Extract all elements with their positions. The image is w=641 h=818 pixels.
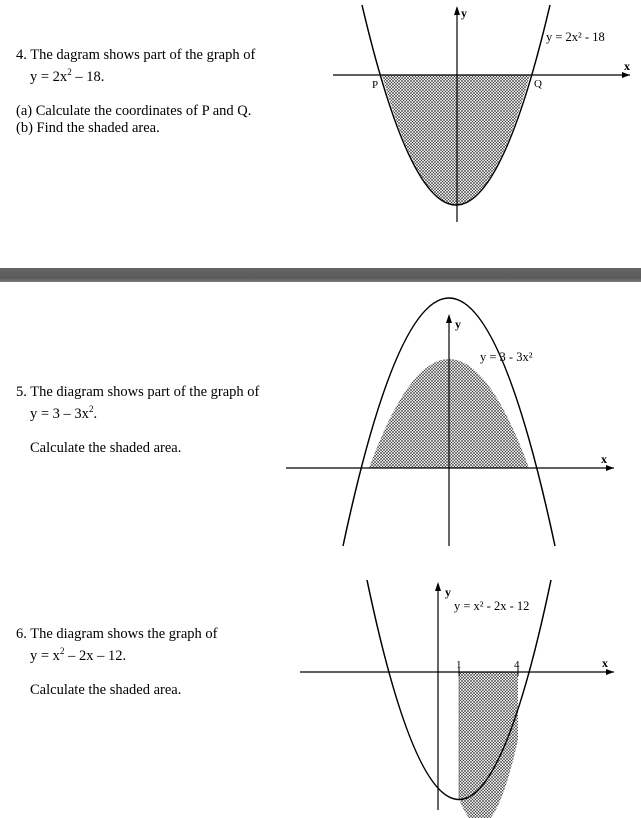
question-5-graph — [286, 298, 614, 546]
q4-y-axis-label: y — [461, 6, 467, 20]
q4-curve-label: y = 2x² - 18 — [546, 30, 605, 44]
question-4-intro: 4. The dagram shows part of the graph of — [16, 47, 256, 63]
question-5-instruction: Calculate the shaded area. — [30, 439, 182, 456]
q6-y-axis-label: y — [445, 585, 451, 599]
page-divider — [0, 268, 641, 282]
q5-x-axis-arrow — [606, 465, 614, 471]
question-6-equation: $y = x^2 - 2x - 12$. — [30, 646, 127, 664]
q6-y-axis-arrow — [435, 582, 441, 591]
question-4-block — [0, 0, 641, 268]
question-5-equation: $y = 3 - 3x^2$. — [30, 404, 98, 422]
questions-5-6-block — [0, 282, 641, 818]
q5-y-axis-arrow — [446, 314, 452, 323]
q6-x-axis-label: x — [602, 656, 608, 670]
q6-shaded-region — [459, 672, 518, 818]
question-5-intro: 5. The diagram shows part of the graph of — [16, 384, 260, 400]
questions-5-6-graphs — [0, 282, 641, 818]
q5-curve-label: y = 3 - 3x² — [480, 350, 533, 364]
q4-x-axis-label: x — [624, 59, 630, 73]
q4-y-axis-arrow — [454, 6, 460, 15]
q6-tick-1-label: 1 — [456, 659, 462, 671]
q6-tick-4-label: 4 — [514, 659, 520, 671]
question-4-part-b: (b) Find the shaded area. — [16, 119, 160, 136]
question-6-graph — [300, 580, 614, 818]
q4-point-p-label: P — [372, 79, 379, 91]
question-4-graph — [0, 0, 641, 268]
q5-y-axis-label: y — [455, 317, 461, 331]
q4-shaded-region — [382, 75, 530, 206]
q6-curve-label: y = x² - 2x - 12 — [454, 599, 530, 613]
question-4-part-a: (a) Calculate the coordinates of P and Q. — [16, 102, 252, 119]
question-6-intro: 6. The diagram shows the graph of — [16, 626, 218, 642]
q4-point-q-label: Q — [534, 78, 542, 90]
q5-x-axis-label: x — [601, 452, 607, 466]
question-4-equation: $y = 2x^2 - 18$. — [30, 67, 105, 85]
question-6-instruction: Calculate the shaded area. — [30, 681, 182, 698]
